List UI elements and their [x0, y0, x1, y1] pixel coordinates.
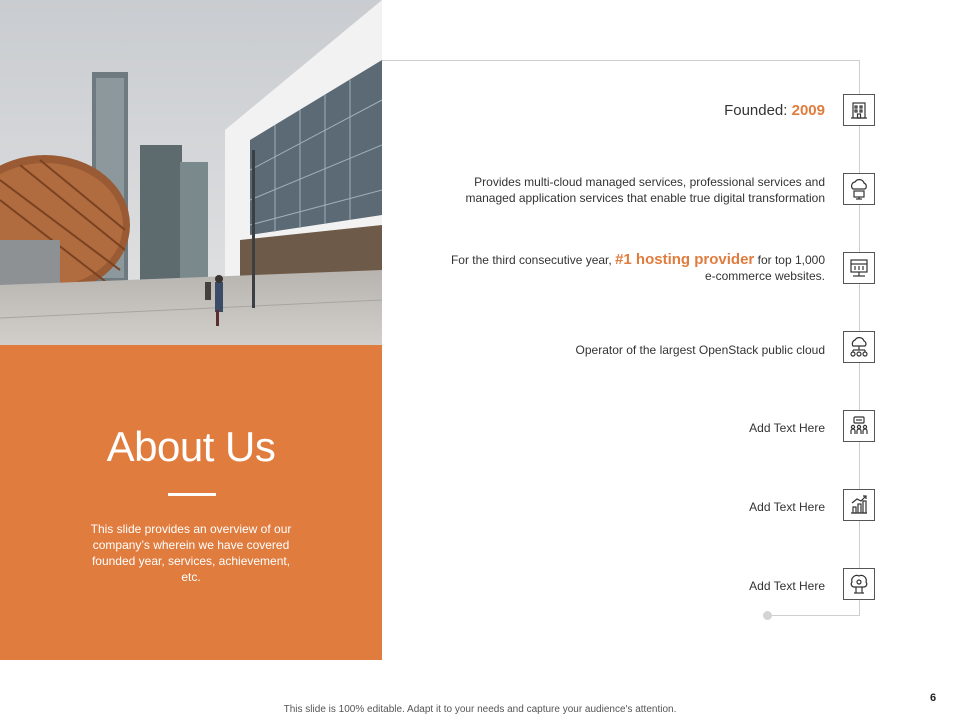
founded-text — [724, 103, 825, 119]
building-icon — [843, 94, 875, 126]
founded-label: Founded: — [724, 102, 788, 119]
cloud-computer-icon — [843, 173, 875, 205]
about-us-panel — [0, 345, 382, 660]
hosting-text — [445, 252, 825, 284]
timeline-top-line — [382, 60, 859, 61]
panel-title: About Us — [106, 423, 276, 470]
brain-gear-icon — [843, 568, 875, 600]
openstack-text: Operator of the largest OpenStack public cloud — [575, 343, 825, 357]
page-number: 6 — [930, 692, 937, 704]
timeline — [382, 60, 860, 616]
hosting-pre: For the third consecutive year, — [450, 253, 612, 267]
services-text: Provides multi-cloud managed services, professional services and managed application services that enable true digital transformation — [465, 175, 825, 205]
footer-note: This slide is 100% editable. Adapt it to your needs and capture your audience's attention. — [283, 704, 677, 715]
add-text-3: Add Text Here — [749, 579, 825, 593]
cloud-network-icon — [843, 331, 875, 363]
add-text-1: Add Text Here — [749, 421, 825, 435]
timeline-bottom-line — [767, 615, 859, 616]
team-meeting-icon — [843, 410, 875, 442]
timeline-end-dot — [763, 611, 772, 620]
founded-year: 2009 — [791, 102, 825, 119]
server-network-icon — [843, 252, 875, 284]
hosting-highlight: #1 hosting provider — [615, 251, 755, 268]
hosting-post: for top 1,000 e-commerce websites. — [704, 253, 825, 283]
city-buildings-photo — [0, 0, 382, 345]
title-divider — [168, 493, 216, 496]
panel-description: This slide provides an overview of our company’s wherein we have covered founded year, services, achievement, etc. — [90, 522, 292, 584]
growth-chart-icon — [843, 489, 875, 521]
add-text-2: Add Text Here — [749, 500, 825, 514]
